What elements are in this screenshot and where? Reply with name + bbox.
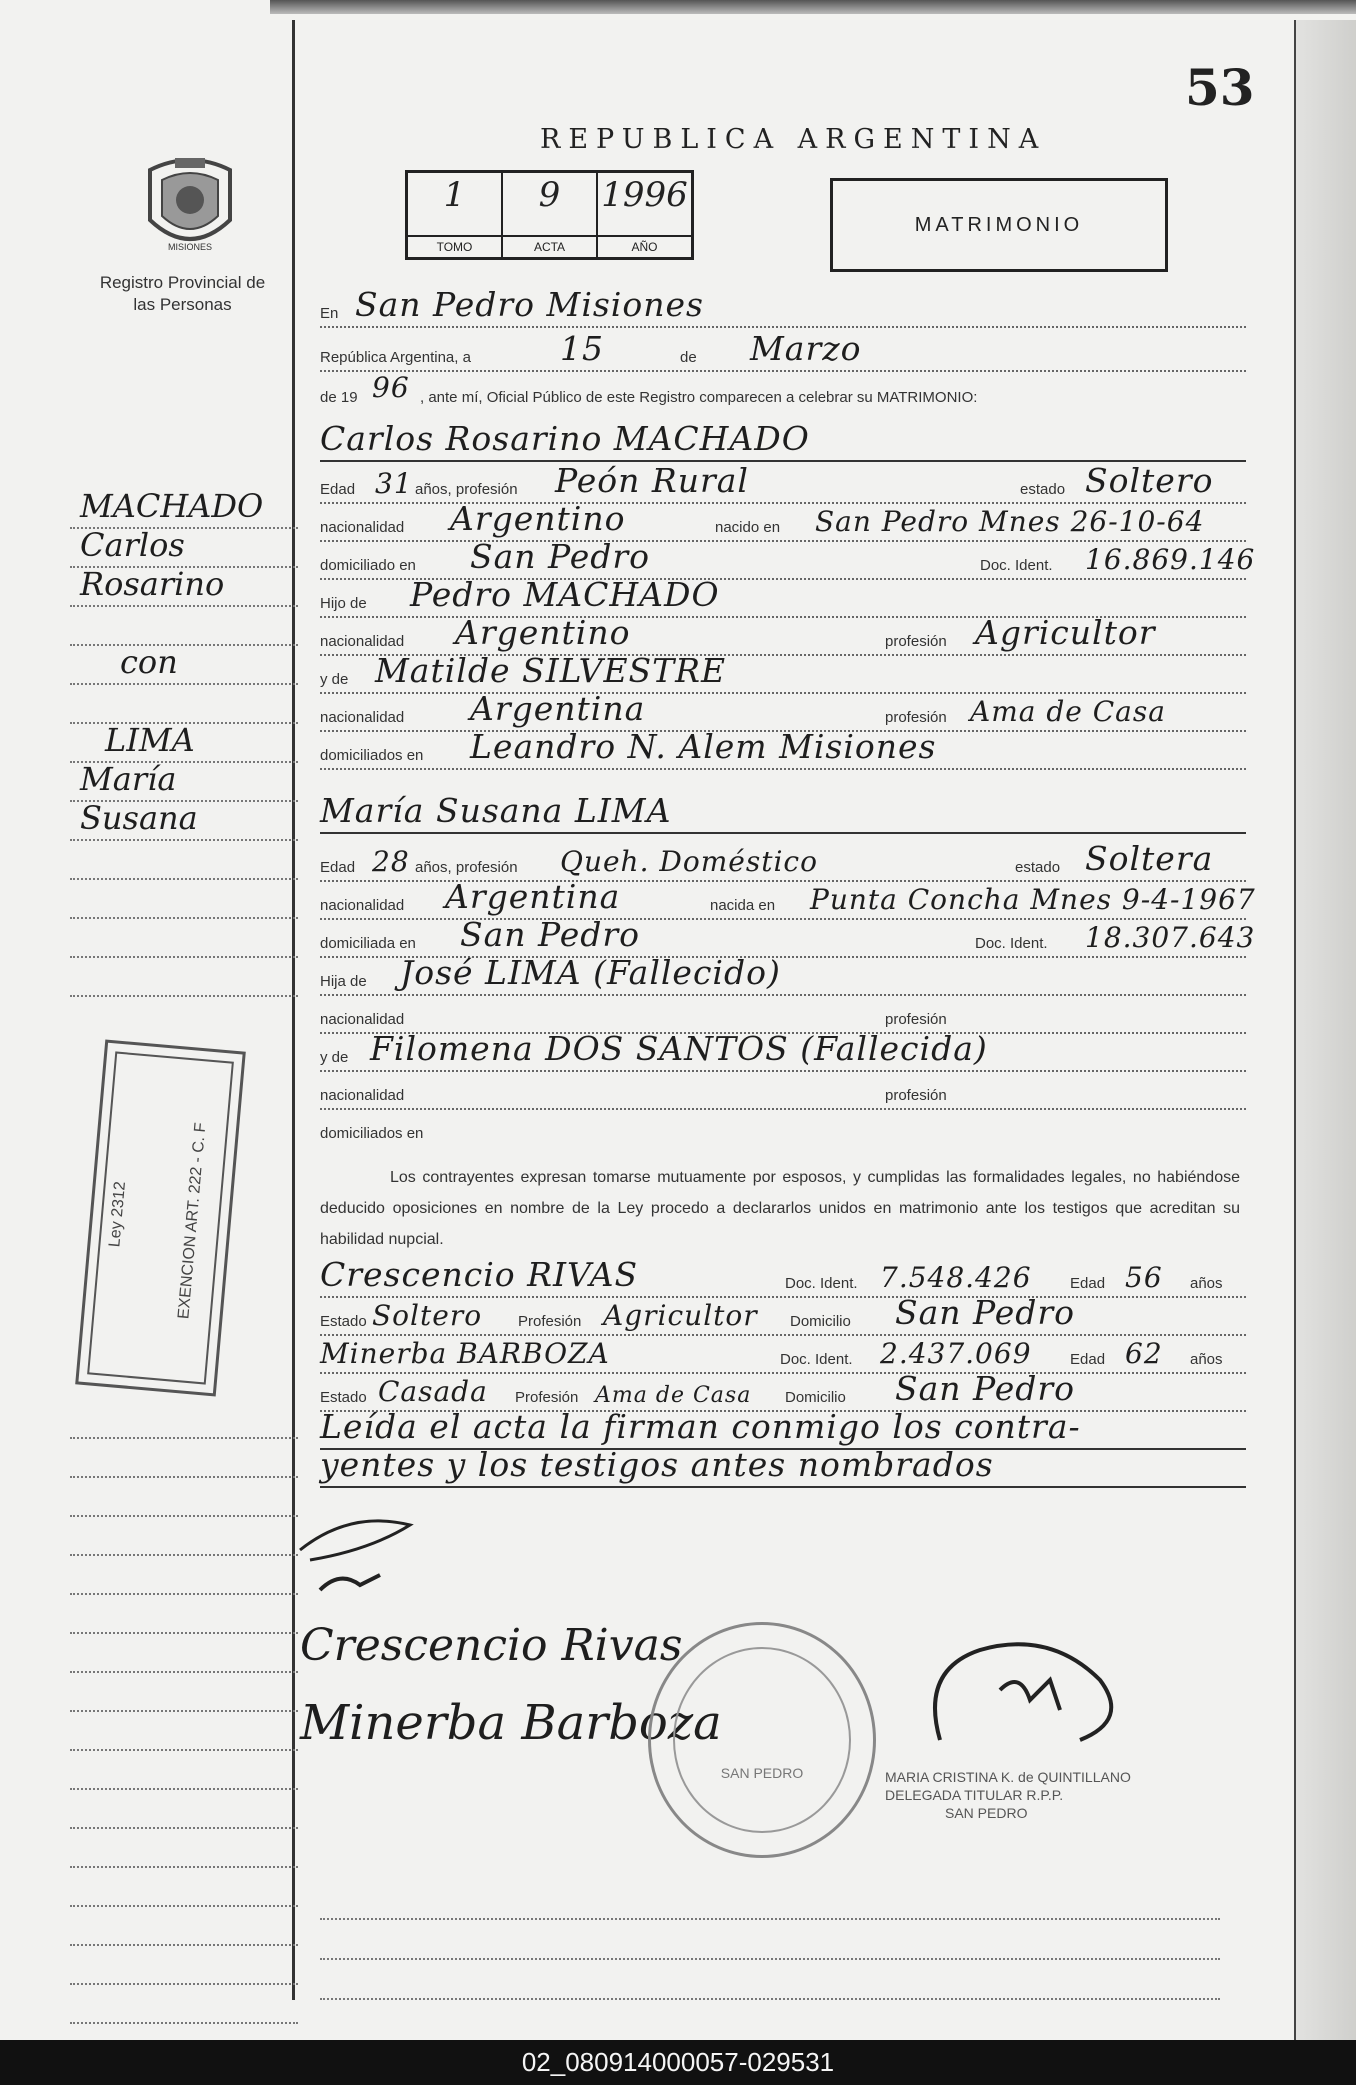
stamp-law: Ley 2312 bbox=[106, 1180, 130, 1248]
page-top-edge bbox=[270, 0, 1356, 14]
bride-parents-domicile-row bbox=[320, 1112, 1246, 1146]
year-value: 96 bbox=[372, 371, 410, 404]
edad-label: Edad bbox=[320, 859, 356, 876]
anos-label: años bbox=[1190, 1351, 1223, 1368]
groom-mother-nationality: Argentina bbox=[470, 689, 646, 728]
domiciliados-label: domiciliados en bbox=[320, 747, 424, 764]
declaration-text: Los contrayentes expresan tomarse mutuamente por esposos, y cumplidas las formalidades legales, no habiéndose deducido oposiciones en nombre de la Ley procedo a declararlos unidos en matrimonio ante los testigos que acreditan su habilidad nupcial. bbox=[320, 1169, 1240, 1248]
estado-label: estado bbox=[1015, 859, 1061, 876]
ruled-line bbox=[70, 1985, 298, 2024]
bride-estado: Soltera bbox=[1085, 839, 1214, 878]
record-type-box: MATRIMONIO bbox=[830, 178, 1168, 272]
bride-age: 28 bbox=[372, 845, 410, 878]
groom-name: Carlos Rosarino MACHADO bbox=[320, 419, 810, 458]
nacionalidad-label: nacionalidad bbox=[320, 633, 405, 650]
intro-text: , ante mí, Oficial Público de este Registro comparecen a celebrar su MATRIMONIO: bbox=[420, 389, 978, 406]
groom-father-occupation: Agricultor bbox=[975, 613, 1156, 652]
groom-occupation: Peón Rural bbox=[555, 461, 749, 500]
ruled-line bbox=[70, 1751, 298, 1790]
date-row bbox=[320, 329, 1246, 372]
bride-nationality-row bbox=[320, 877, 1256, 920]
doc-label: Doc. Ident. bbox=[975, 935, 1048, 952]
witness1-name: Crescencio RIVAS bbox=[320, 1255, 639, 1294]
nacionalidad-label: nacionalidad bbox=[320, 897, 405, 914]
nacida-label: nacida en bbox=[710, 897, 776, 914]
margin-ruled-lines bbox=[70, 1400, 298, 2024]
margin-bride-first: María bbox=[80, 760, 177, 798]
groom-name-row bbox=[320, 410, 1246, 462]
groom-nationality: Argentino bbox=[450, 499, 626, 538]
nacionalidad-label: nacionalidad bbox=[320, 709, 405, 726]
tomo-cell bbox=[408, 173, 503, 257]
record-number-box bbox=[405, 170, 694, 260]
groom-age: 31 bbox=[375, 467, 413, 500]
nacionalidad-label: nacionalidad bbox=[320, 519, 405, 536]
ruled-line bbox=[70, 1907, 298, 1946]
profesion-label: profesión bbox=[885, 1011, 947, 1028]
witness2-doc: 2.437.069 bbox=[880, 1337, 1032, 1370]
profesion-label: años, profesión bbox=[415, 481, 518, 498]
margin-note bbox=[70, 487, 298, 997]
margin-bride-middle: Susana bbox=[80, 799, 198, 837]
groom-doc: 16.869.146 bbox=[1085, 543, 1256, 576]
seal-inner-ring bbox=[673, 1647, 851, 1833]
ruled-line bbox=[70, 1673, 298, 1712]
groom-birth: San Pedro Mnes 26-10-64 bbox=[815, 505, 1205, 538]
margin-line-row bbox=[70, 958, 298, 997]
republica-label: República Argentina, a bbox=[320, 349, 471, 366]
ruled-line bbox=[320, 1880, 1220, 1920]
margin-line-row bbox=[70, 841, 298, 880]
margin-surname: MACHADO bbox=[80, 487, 264, 525]
margin-line-row bbox=[70, 526, 298, 568]
doc-label: Doc. Ident. bbox=[780, 1351, 853, 1368]
witness1-occupation: Agricultor bbox=[603, 1299, 758, 1332]
closing-line-2 bbox=[320, 1445, 1246, 1488]
witness1-info-row bbox=[320, 1293, 1246, 1336]
nacionalidad-label: nacionalidad bbox=[320, 1087, 405, 1104]
bride-doc: 18.307.643 bbox=[1085, 921, 1256, 954]
bride-birth: Punta Concha Mnes 9-4-1967 bbox=[810, 883, 1256, 916]
witness2-estado: Casada bbox=[378, 1375, 488, 1408]
domicilio-label: Domicilio bbox=[785, 1389, 846, 1406]
margin-line-row bbox=[70, 565, 298, 607]
ruled-line bbox=[70, 1556, 298, 1595]
yde-label: y de bbox=[320, 1049, 349, 1066]
hijo-label: Hijo de bbox=[320, 595, 367, 612]
estado-label: Estado bbox=[320, 1313, 367, 1330]
official-signature-icon bbox=[900, 1610, 1150, 1770]
ruled-line bbox=[70, 1517, 298, 1556]
tomo-label: TOMO bbox=[408, 235, 501, 257]
bride-father-row bbox=[320, 953, 1246, 996]
closing-note-1: Leída el acta la firman conmigo los contra- bbox=[320, 1407, 1081, 1446]
hija-label: Hija de bbox=[320, 973, 367, 990]
en-label: En bbox=[320, 305, 339, 322]
bride-domicile: San Pedro bbox=[460, 915, 641, 954]
nacionalidad-label: nacionalidad bbox=[320, 1011, 405, 1028]
groom-parents-domicile: Leandro N. Alem Misiones bbox=[470, 727, 937, 766]
groom-domicile: San Pedro bbox=[470, 537, 651, 576]
exemption-stamp bbox=[75, 1040, 246, 1397]
yde-label: y de bbox=[320, 671, 349, 688]
official-seal bbox=[648, 1622, 876, 1858]
margin-line-row bbox=[70, 721, 298, 763]
witness2-age: 62 bbox=[1125, 1337, 1163, 1370]
ruled-line bbox=[320, 1960, 1220, 2000]
margin-first-name: Carlos bbox=[80, 526, 185, 564]
witness1-row bbox=[320, 1255, 1246, 1298]
ruled-line bbox=[70, 1712, 298, 1751]
margin-line-row bbox=[70, 799, 298, 841]
official-title: DELEGADA TITULAR R.P.P. bbox=[885, 1787, 1064, 1803]
scan-id-footer: 02_080914000057-029531 bbox=[0, 2040, 1356, 2085]
province-emblem-icon bbox=[140, 150, 240, 258]
bride-occupation: Queh. Doméstico bbox=[560, 845, 818, 878]
margin-line-row bbox=[70, 643, 298, 685]
groom-mother-occupation: Ama de Casa bbox=[970, 695, 1166, 728]
bottom-ruled-lines bbox=[320, 1880, 1220, 2000]
edad-label: Edad bbox=[1070, 1275, 1106, 1292]
witness2-occupation: Ama de Casa bbox=[595, 1383, 752, 1408]
bride-father: José LIMA (Fallecido) bbox=[400, 953, 781, 992]
profesion-label: Profesión bbox=[515, 1389, 579, 1406]
ruled-line bbox=[70, 1946, 298, 1985]
bride-name: María Susana LIMA bbox=[320, 791, 672, 830]
country-heading: REPUBLICA ARGENTINA bbox=[540, 124, 1047, 155]
profesion-label: profesión bbox=[885, 633, 947, 650]
witness2-name: Minerba BARBOZA bbox=[320, 1337, 610, 1370]
groom-estado: Soltero bbox=[1085, 461, 1214, 500]
groom-mother: Matilde SILVESTRE bbox=[375, 651, 727, 690]
edad-label: Edad bbox=[1070, 1351, 1106, 1368]
anos-label: años bbox=[1190, 1275, 1223, 1292]
year-prefix: de 19 bbox=[320, 389, 358, 406]
groom-father-nationality: Argentino bbox=[455, 613, 631, 652]
bride-mother: Filomena DOS SANTOS (Fallecida) bbox=[370, 1029, 988, 1068]
official-place: SAN PEDRO bbox=[945, 1805, 1028, 1821]
profesion-label: años, profesión bbox=[415, 859, 518, 876]
witness1-domicile: San Pedro bbox=[895, 1293, 1076, 1332]
margin-line-row bbox=[70, 760, 298, 802]
ruled-line bbox=[70, 1478, 298, 1517]
ruled-line bbox=[70, 1829, 298, 1868]
witness2-signature: Minerba Barboza bbox=[300, 1695, 722, 1751]
witness1-age: 56 bbox=[1125, 1261, 1163, 1294]
profesion-label: profesión bbox=[885, 709, 947, 726]
margin-middle-name: Rosarino bbox=[80, 565, 225, 603]
margin-line-row bbox=[70, 607, 298, 646]
domicilio-label: domiciliado en bbox=[320, 557, 416, 574]
acta-value: 9 bbox=[538, 175, 561, 215]
ano-label: AÑO bbox=[598, 235, 691, 257]
margin-line-row bbox=[70, 919, 298, 958]
witness1-signature: Crescencio Rivas bbox=[300, 1620, 683, 1671]
month-de-label: de bbox=[680, 349, 697, 366]
closing-note-2: yentes y los testigos antes nombrados bbox=[320, 1445, 994, 1484]
registry-name: Registro Provincial de las Personas bbox=[99, 273, 266, 314]
ruled-line bbox=[70, 1439, 298, 1478]
witness2-row bbox=[320, 1338, 1246, 1374]
ano-value: 1996 bbox=[601, 175, 688, 215]
svg-text:MISIONES: MISIONES bbox=[167, 242, 213, 252]
groom-father: Pedro MACHADO bbox=[410, 575, 720, 614]
ruled-line bbox=[320, 1920, 1220, 1960]
margin-line-row bbox=[70, 685, 298, 724]
witness1-estado: Soltero bbox=[372, 1299, 483, 1332]
estado-label: estado bbox=[1020, 481, 1066, 498]
domiciliados-label: domiciliados en bbox=[320, 1125, 424, 1142]
domicilio-label: domiciliada en bbox=[320, 935, 416, 952]
groom-nationality-row bbox=[320, 499, 1246, 542]
day-value: 15 bbox=[560, 329, 604, 368]
bride-mother-info-row bbox=[320, 1074, 1246, 1110]
bride-mother-row bbox=[320, 1029, 1246, 1072]
ruled-line bbox=[70, 1634, 298, 1673]
bride-name-row bbox=[320, 782, 1246, 834]
margin-line-row bbox=[70, 880, 298, 919]
edad-label: Edad bbox=[320, 481, 356, 498]
tomo-value: 1 bbox=[443, 175, 466, 215]
doc-label: Doc. Ident. bbox=[785, 1275, 858, 1292]
domicilio-label: Domicilio bbox=[790, 1313, 851, 1330]
profesion-label: profesión bbox=[885, 1087, 947, 1104]
ruled-line bbox=[70, 1400, 298, 1439]
place-value: San Pedro Misiones bbox=[355, 285, 704, 324]
intro-row bbox=[320, 371, 1246, 410]
estado-label: Estado bbox=[320, 1389, 367, 1406]
official-name: MARIA CRISTINA K. de QUINTILLANO bbox=[885, 1769, 1131, 1785]
acta-label: ACTA bbox=[503, 235, 596, 257]
stamp-exemption: EXENCION ART. 222 - C. F bbox=[175, 1121, 210, 1320]
groom-parents-domicile-row bbox=[320, 727, 1246, 770]
margin-line-row bbox=[70, 487, 298, 529]
ruled-line bbox=[70, 1595, 298, 1634]
page-number: 53 bbox=[1185, 58, 1255, 117]
official-stamp bbox=[885, 1768, 1131, 1822]
ano-cell bbox=[598, 173, 691, 257]
profesion-label: Profesión bbox=[518, 1313, 582, 1330]
margin-con: con bbox=[120, 643, 178, 681]
nacido-label: nacido en bbox=[715, 519, 781, 536]
ruled-line bbox=[70, 1868, 298, 1907]
groom-mother-row bbox=[320, 651, 1246, 694]
witness2-domicile: San Pedro bbox=[895, 1369, 1076, 1408]
groom-signature-icon bbox=[290, 1490, 450, 1620]
ruled-line bbox=[70, 1790, 298, 1829]
acta-cell bbox=[503, 173, 598, 257]
margin-bride-surname: LIMA bbox=[105, 721, 195, 759]
month-value: Marzo bbox=[750, 329, 862, 368]
witness1-doc: 7.548.426 bbox=[880, 1261, 1032, 1294]
place-row bbox=[320, 285, 1246, 328]
seal-text: SAN PEDRO bbox=[720, 1765, 804, 1781]
bride-nationality: Argentina bbox=[445, 877, 621, 916]
page-right-edge bbox=[1294, 20, 1356, 2040]
doc-label: Doc. Ident. bbox=[980, 557, 1053, 574]
